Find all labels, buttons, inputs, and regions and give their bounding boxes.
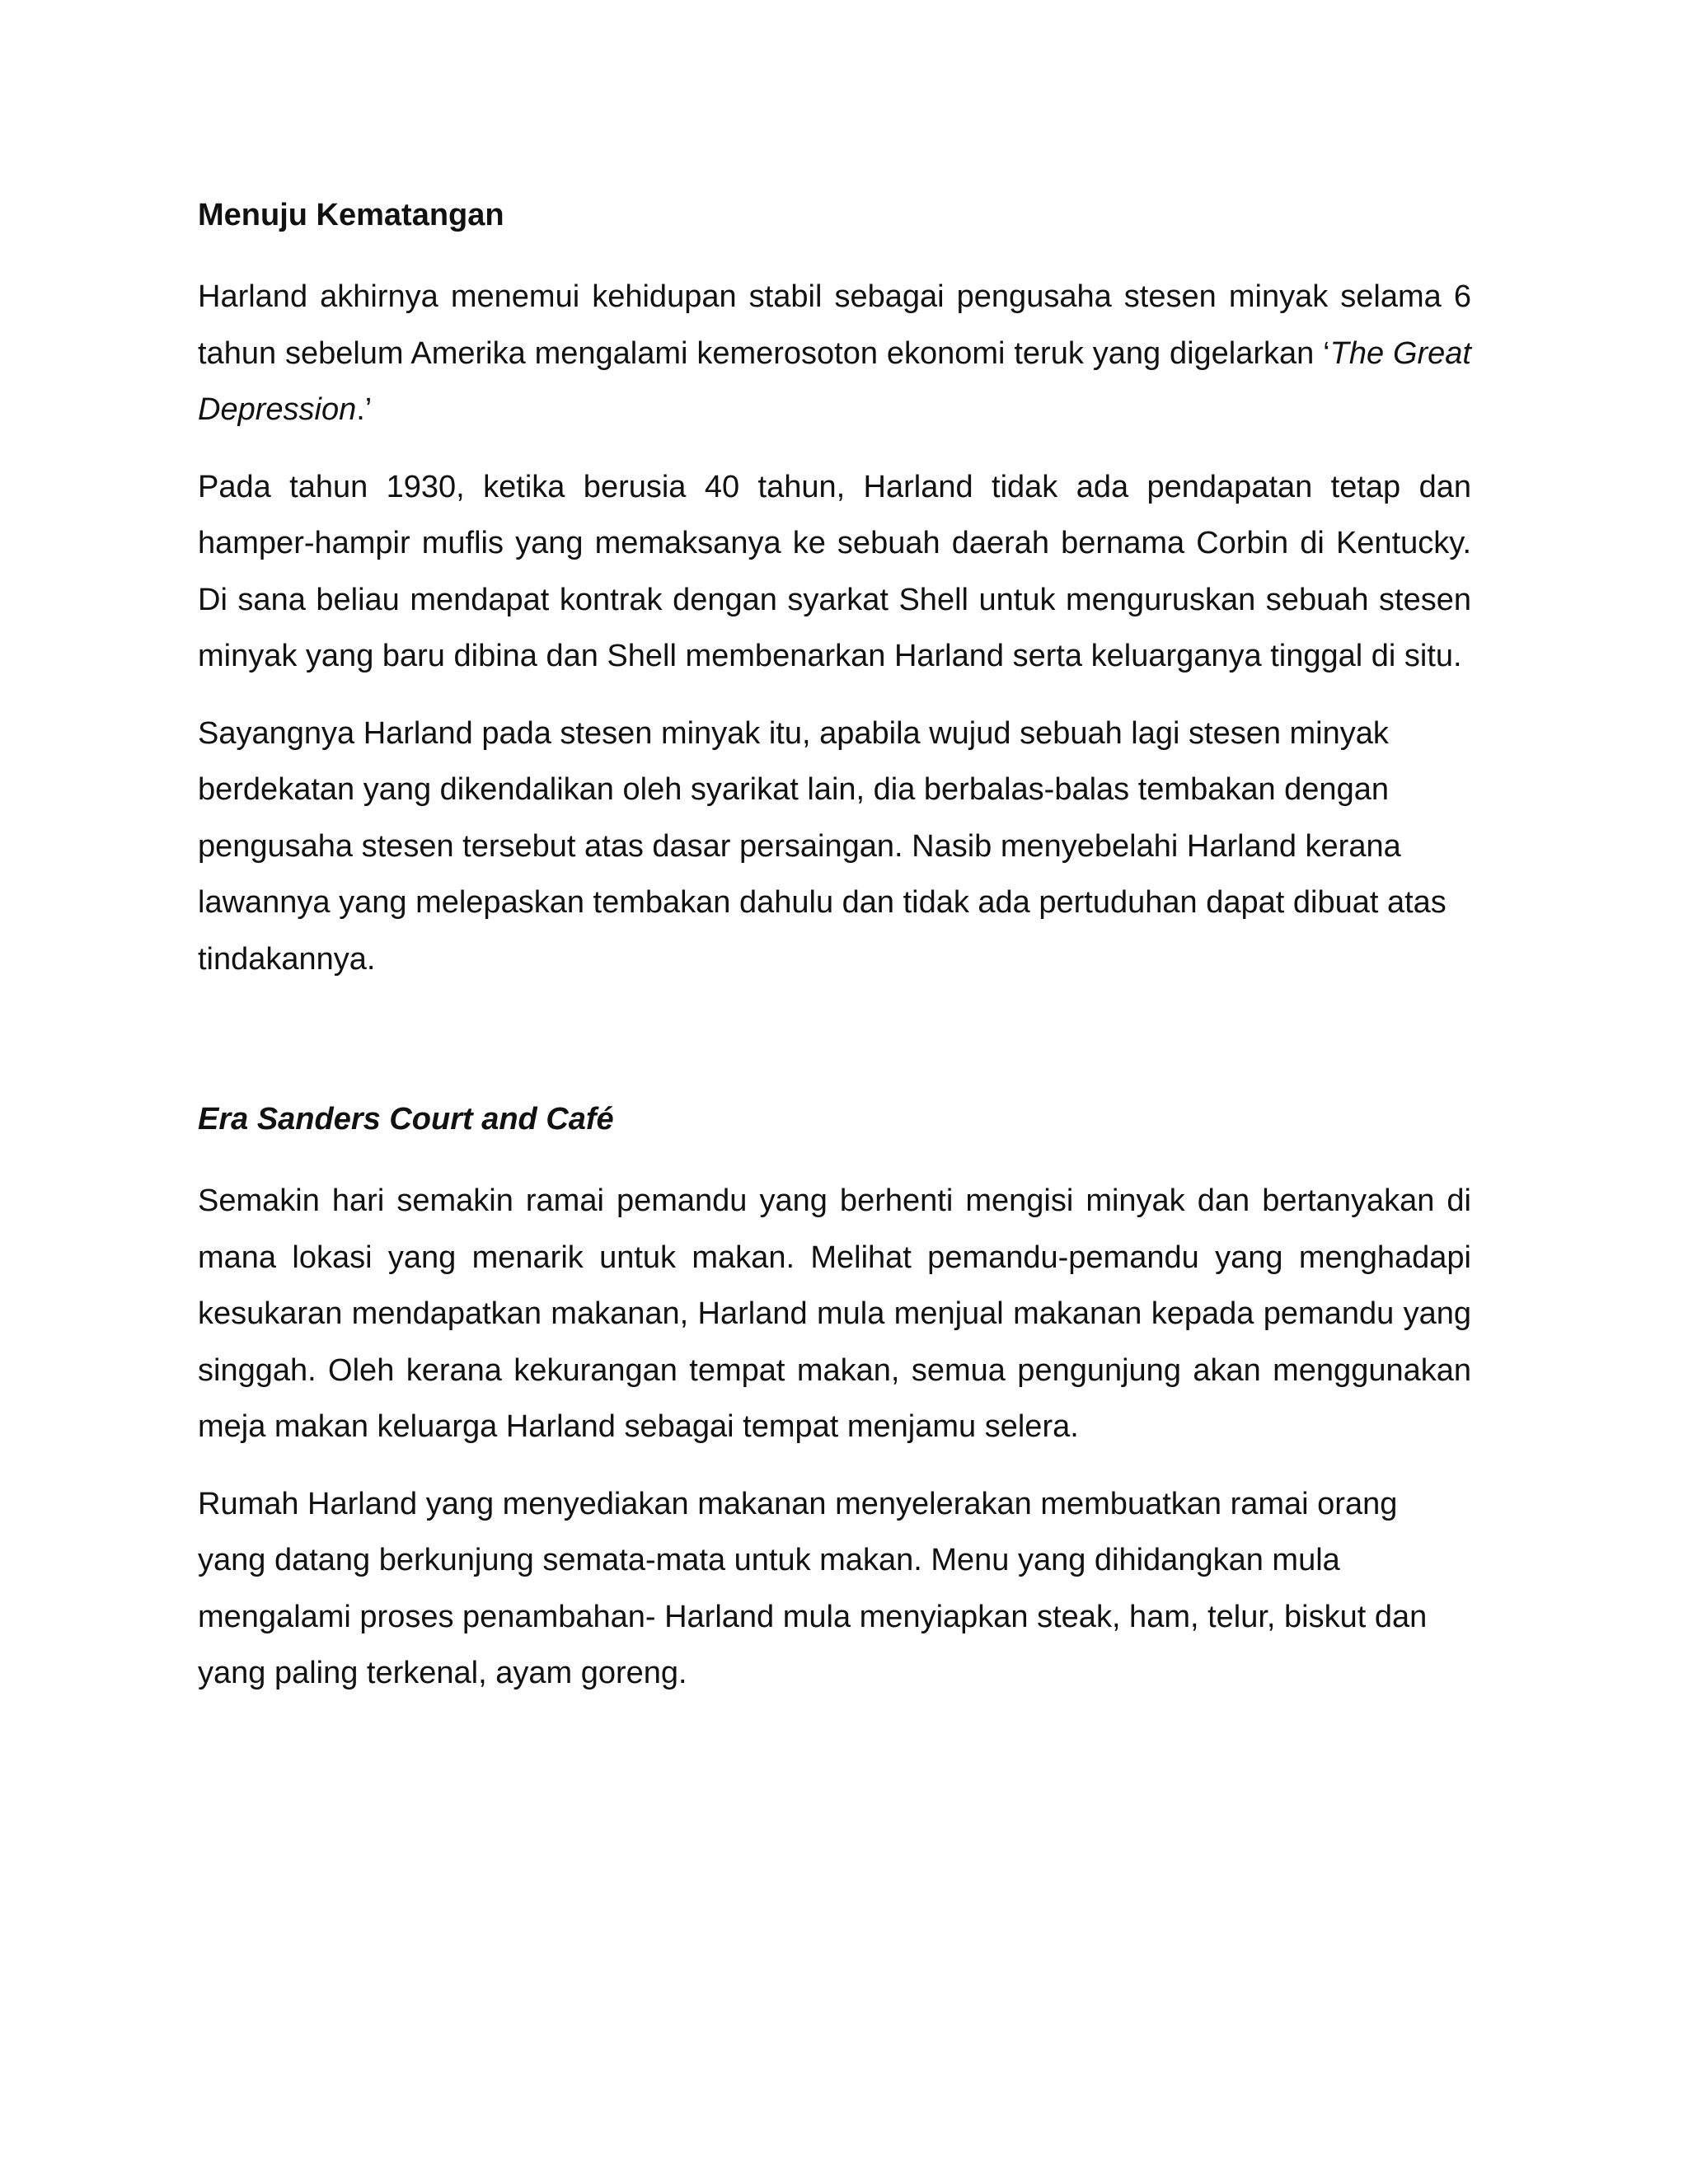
section-heading: Menuju Kematangan [198,198,504,232]
paragraph: Pada tahun 1930, ketika berusia 40 tahun, Harland tidak ada pendapatan tetap dan hamper-hampir muflis yang memaksanya ke sebuah daerah bernama Corbin di Kentucky. Di sana beliau mendapat kontrak dengan syarkat Shell untuk menguruskan sebuah stesen minyak yang baru dibina dan Shell membenarkan Harland serta keluarganya tinggal di situ. [198,469,1471,673]
paragraph [198,269,1471,438]
paragraph-text: Harland akhirnya menemui kehidupan stabil sebagai pengusaha stesen minyak selama 6 tahun sebelum Amerika mengalami kemerosoton ekonomi teruk yang digelarkan ‘ [198,279,1471,371]
document-content [198,194,1471,1722]
section-heading: Era Sanders Court and Café [198,1102,614,1137]
paragraph: Sayangnya Harland pada stesen minyak itu, apabila wujud sebuah lagi stesen minyak berdekatan yang dikendalikan oleh syarikat lain, dia berbalas-balas tembakan dengan pengusaha stesen tersebut atas dasar persaingan. Nasib menyebelahi Harland kerana lawannya yang melepaskan tembakan dahulu dan tidak ada pertuduhan dapat dibuat atas tindakannya. [198,715,1447,977]
paragraph: Semakin hari semakin ramai pemandu yang berhenti mengisi minyak dan bertanyakan di mana lokasi yang menarik untuk makan. Melihat pemandu-pemandu yang menghadapi kesukaran mendapatkan makanan, Harland mula menjual makanan kepada pemandu yang singgah. Oleh kerana kekurangan tempat makan, semua pengunjung akan menggunakan meja makan keluarga Harland sebagai tempat menjamu selera. [198,1183,1471,1444]
section-spacer [198,1008,1471,1099]
paragraph-text: .’ [356,392,373,427]
paragraph: Rumah Harland yang menyediakan makanan menyelerakan membuatkan ramai orang yang datang berkunjung semata-mata untuk makan. Menu yang dihidangkan mula mengalami proses penambahan- Harland mula menyiapkan steak, ham, telur, biskut dan yang paling terkenal, ayam goreng. [198,1486,1428,1690]
italic-title: The Great Depression [198,335,1471,427]
